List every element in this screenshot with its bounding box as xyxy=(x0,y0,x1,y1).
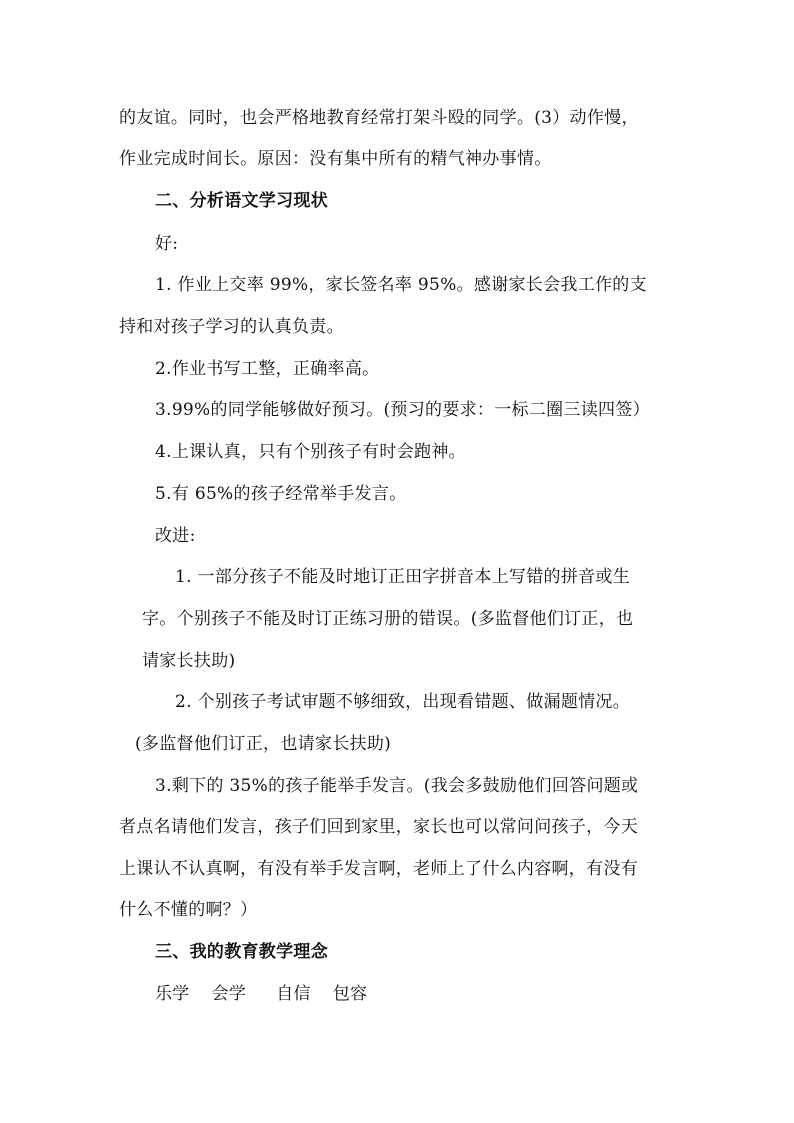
improve-item-3-line-2: 者点名请他们发言，孩子们回到家里，家长也可以常问问孩子，今天 xyxy=(119,817,638,837)
good-item-1-line-2: 持和对孩子学习的认真负责。 xyxy=(119,317,344,337)
concept-4: 包容 xyxy=(332,984,368,1004)
improve-item-3-line-4: 什么不懂的啊？） xyxy=(119,900,258,920)
good-item-3: 3.99%的同学能够做好预习。(预习的要求：一标二圈三读四签） xyxy=(155,400,650,420)
improve-item-2-line-1: 2. 个别孩子考试审题不够细致，出现看错题、做漏题情况。 xyxy=(175,692,631,712)
good-item-5: 5.有 65%的孩子经常举手发言。 xyxy=(155,484,407,504)
section-3-heading: 三、我的教育教学理念 xyxy=(155,942,328,962)
intro-line-2: 作业完成时间长。原因：没有集中所有的精气神办事情。 xyxy=(119,149,552,169)
improve-label: 改进: xyxy=(155,526,196,546)
intro-line-1: 的友谊。同时，也会严格地教育经常打架斗殴的同学。(3）动作慢， xyxy=(119,108,639,128)
improve-item-3-line-3: 上课认不认真啊，有没有举手发言啊，老师上了什么内容啊，有没有 xyxy=(119,859,638,879)
concepts-row xyxy=(155,982,367,1006)
good-label: 好: xyxy=(155,234,179,254)
good-item-4: 4.上课认真，只有个别孩子有时会跑神。 xyxy=(155,442,466,462)
improve-item-1-line-3: 请家长扶助) xyxy=(142,651,236,671)
concept-2: 会学 xyxy=(211,984,247,1004)
good-item-2: 2.作业书写工整，正确率高。 xyxy=(155,359,380,379)
improve-item-2-line-2: (多监督他们订正，也请家长扶助) xyxy=(135,734,392,754)
concept-3: 自信 xyxy=(276,984,311,1004)
improve-item-3-line-1: 3.剩下的 35%的孩子能举手发言。(我会多鼓励他们回答问题或 xyxy=(155,776,639,796)
concept-1: 乐学 xyxy=(155,984,190,1004)
section-2-heading: 二、分析语文学习现状 xyxy=(155,191,328,211)
improve-item-1-line-1: 1. 一部分孩子不能及时地订正田字拼音本上写错的拼音或生 xyxy=(175,567,631,587)
improve-item-1-line-2: 字。个别孩子不能及时订正练习册的错误。(多监督他们订正，也 xyxy=(142,609,634,629)
good-item-1-line-1: 1. 作业上交率 99%，家长签名率 95%。感谢家长会我工作的支 xyxy=(155,275,647,295)
